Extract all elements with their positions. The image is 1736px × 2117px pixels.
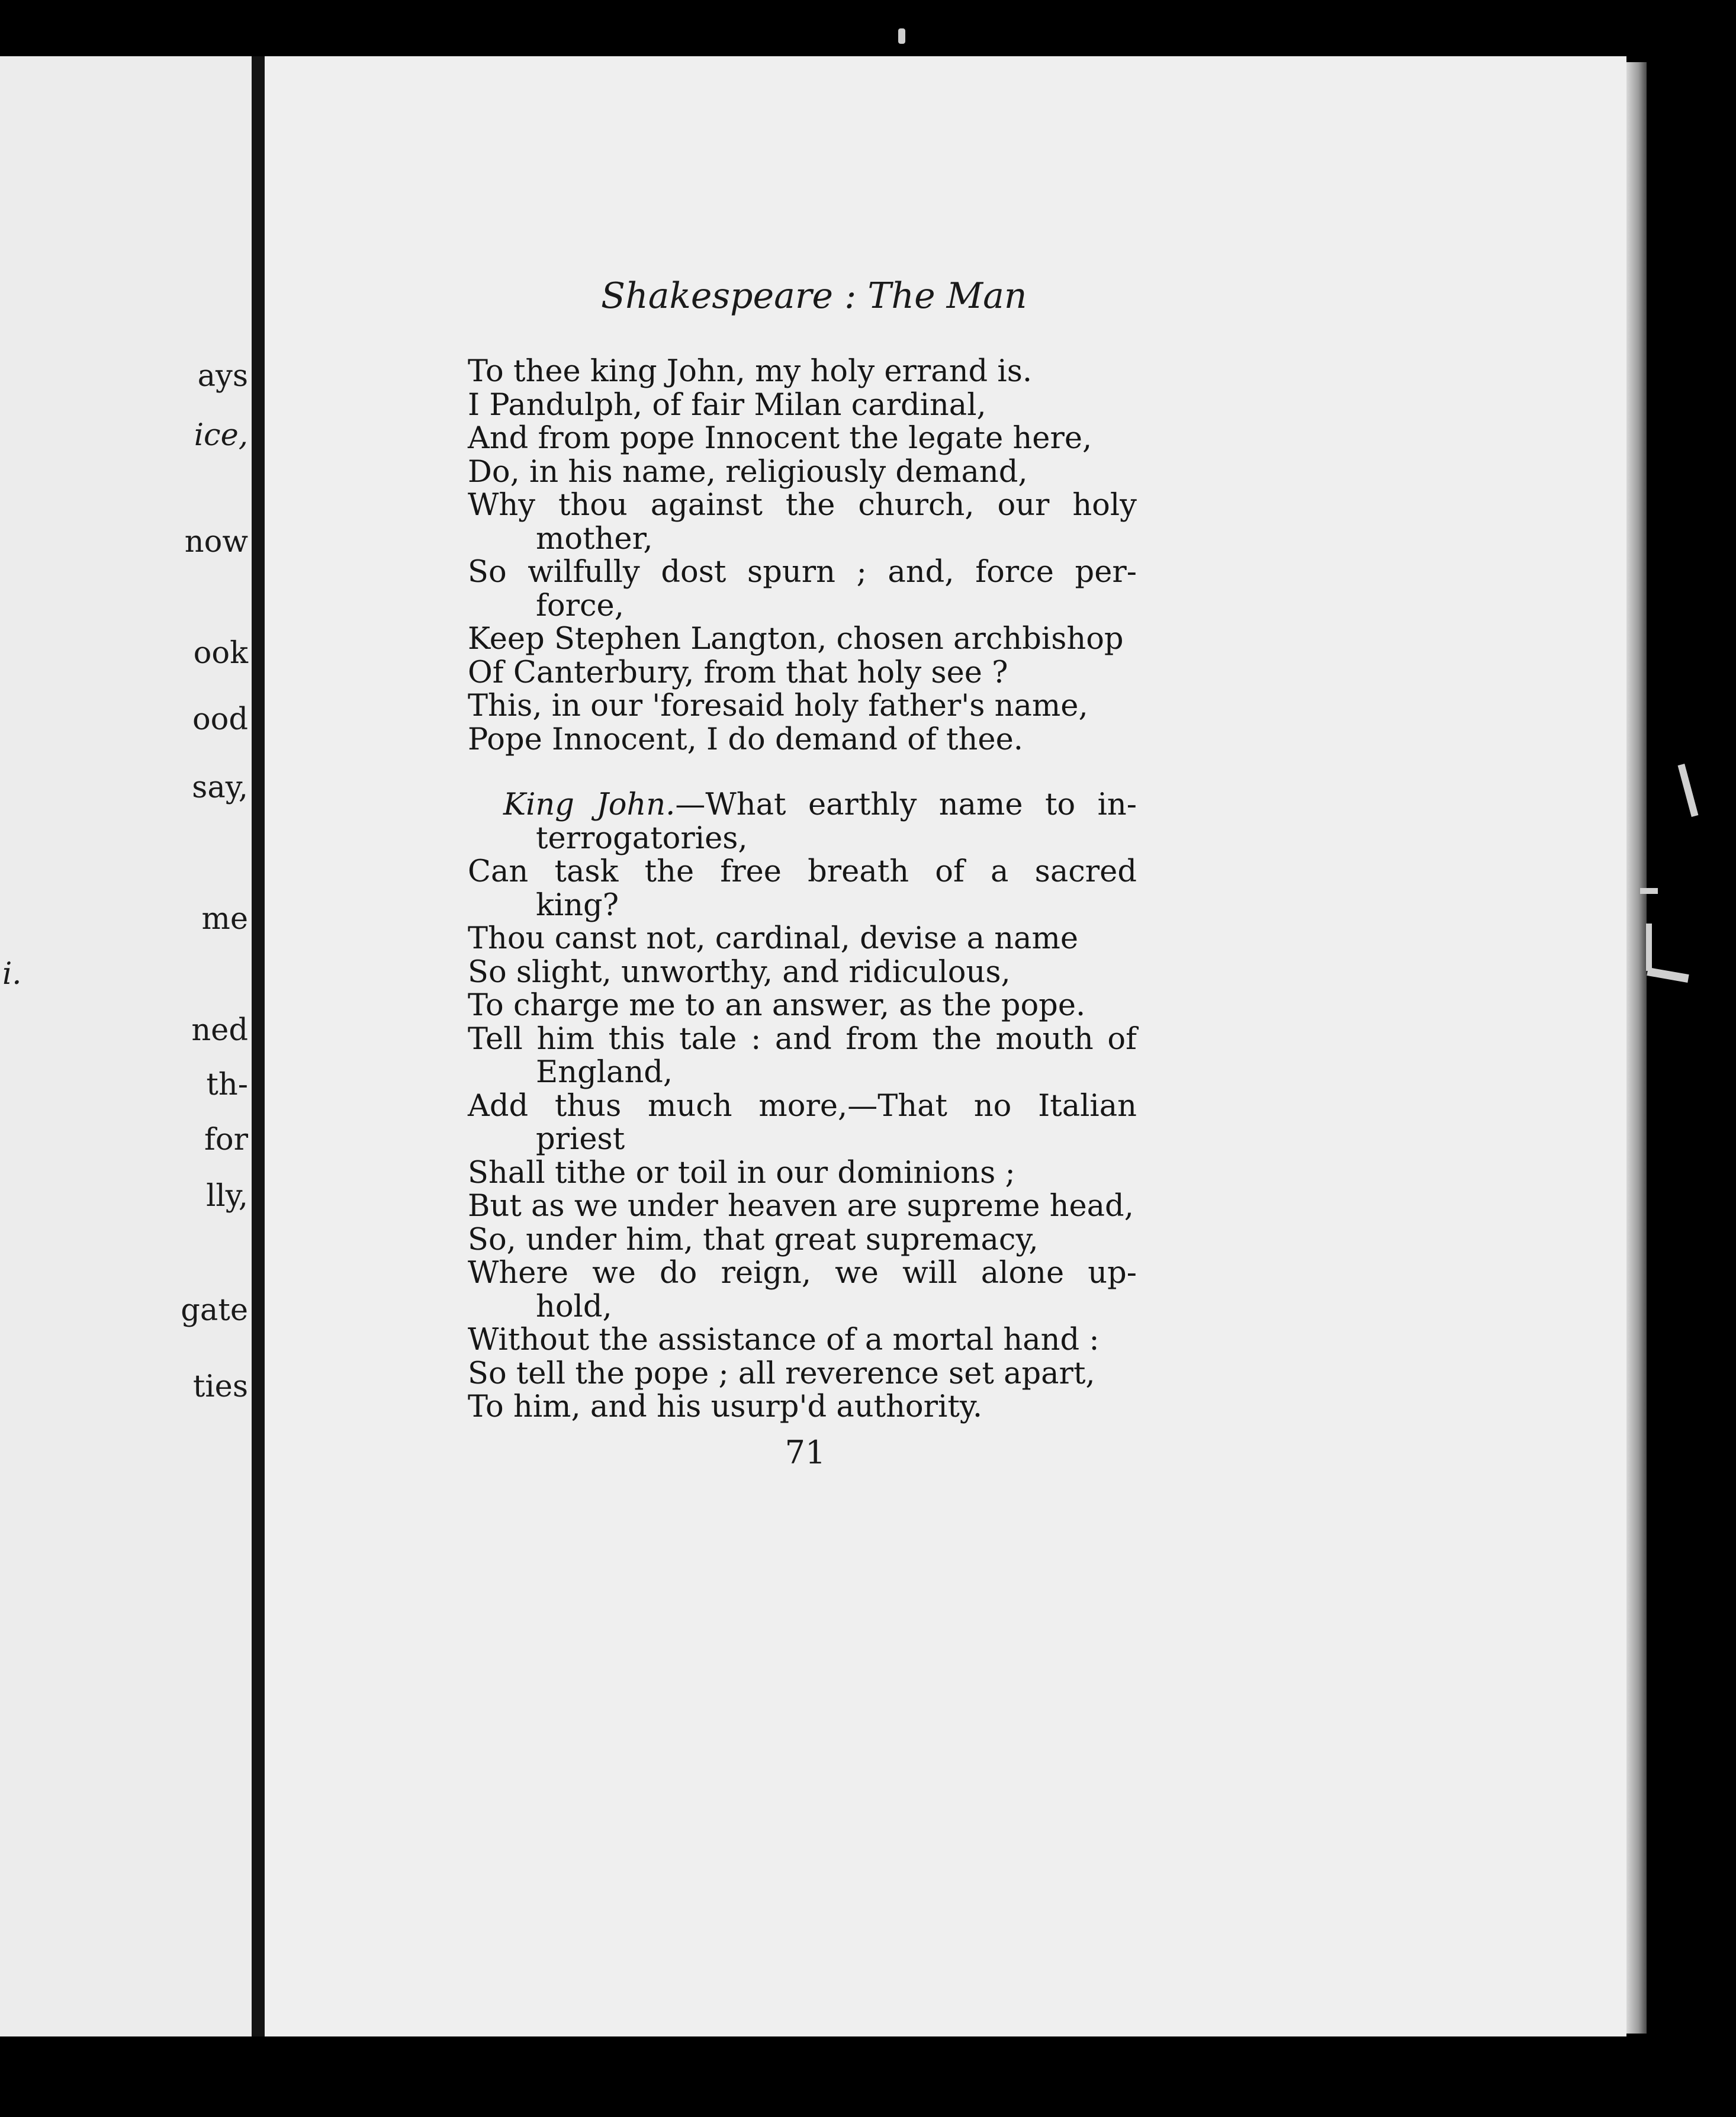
- verse-line-continuation: England,: [536, 1055, 673, 1090]
- verse-line: So, under him, that great supremacy,: [468, 1222, 1039, 1257]
- verse-line: And from pope Innocent the legate here,: [468, 421, 1092, 456]
- scan-background: [0, 2036, 1736, 2117]
- verse-line: So wilfully dost spurn ; and, force per-: [468, 555, 1137, 590]
- left-page-fragment: ties: [192, 1369, 248, 1404]
- verse-line: But as we under heaven are supreme head,: [468, 1189, 1134, 1224]
- torn-edge: [1640, 888, 1658, 894]
- verse-line: Shall tithe or toil in our dominions ;: [468, 1155, 1015, 1191]
- verse-line: To him, and his usurp'd authority.: [468, 1389, 983, 1424]
- left-page-fragment: say,: [192, 770, 248, 805]
- torn-edge: [1646, 924, 1652, 971]
- verse-line: Why thou against the church, our holy: [468, 488, 1137, 523]
- verse-line: Add thus much more,—That no Italian: [468, 1088, 1137, 1124]
- previous-page-edge: [0, 56, 252, 2036]
- left-page-fragment: lly,: [206, 1179, 248, 1214]
- page-number: 71: [785, 1434, 826, 1471]
- left-page-fragment: ook: [193, 636, 248, 671]
- verse-line: To charge me to an answer, as the pope.: [468, 988, 1086, 1023]
- book-gutter: [252, 56, 265, 2036]
- verse-line-continuation: force,: [536, 588, 624, 623]
- left-page-fragment: ays: [197, 359, 248, 394]
- verse-line: I Pandulph, of fair Milan cardinal,: [468, 387, 986, 423]
- verse-line: Keep Stephen Langton, chosen archbishop: [468, 622, 1124, 657]
- verse-line: So tell the pope ; all reverence set apart,: [468, 1356, 1095, 1391]
- verse-line-continuation: priest: [536, 1122, 625, 1157]
- verse-line-continuation: mother,: [536, 521, 653, 556]
- left-page-fragment: for: [204, 1122, 248, 1157]
- left-page-fragment: th-: [206, 1067, 248, 1102]
- verse-block-king-john: [468, 789, 1137, 1424]
- verse-line: —What earthly name to in-: [675, 787, 1137, 822]
- running-head: Shakespeare : The Man: [601, 275, 1027, 317]
- verse-block-pandulph: [468, 355, 1137, 757]
- page-edge: [1626, 62, 1647, 2034]
- left-page-fragment: me: [201, 902, 248, 937]
- left-page-fragment: ood: [192, 702, 248, 737]
- left-page-fragment: gate: [181, 1293, 248, 1328]
- verse-line: Of Canterbury, from that holy see ?: [468, 655, 1008, 690]
- verse-line: Pope Innocent, I do demand of thee.: [468, 722, 1023, 757]
- verse-line-continuation: hold,: [536, 1289, 612, 1324]
- left-page-fragment: now: [184, 525, 248, 559]
- verse-line: Where we do reign, we will alone up-: [468, 1256, 1137, 1291]
- scan-mark: [898, 28, 905, 44]
- left-page-fragment: i.: [2, 957, 22, 992]
- verse-line: Thou canst not, cardinal, devise a name: [468, 921, 1079, 956]
- verse-line: Without the assistance of a mortal hand :: [468, 1323, 1100, 1357]
- left-page-fragment: ned: [191, 1013, 248, 1048]
- verse-line: Can task the free breath of a sacred: [468, 854, 1137, 889]
- verse-line-continuation: terrogatories,: [536, 821, 748, 856]
- verse-line: To thee king John, my holy errand is.: [468, 354, 1033, 389]
- verse-line-continuation: king?: [536, 887, 619, 923]
- verse-line: So slight, unworthy, and ridiculous,: [468, 954, 1011, 990]
- verse-line: This, in our 'foresaid holy father's name,: [468, 688, 1088, 723]
- speaker-line: [468, 789, 1137, 822]
- torn-edge: [1678, 764, 1699, 817]
- verse-line: Do, in his name, religiously demand,: [468, 454, 1028, 490]
- left-page-fragment: ice,: [194, 418, 248, 453]
- verse-line: Tell him this tale : and from the mouth of: [468, 1021, 1137, 1057]
- torn-edge: [1647, 967, 1689, 983]
- speaker-name: King John.: [503, 787, 676, 822]
